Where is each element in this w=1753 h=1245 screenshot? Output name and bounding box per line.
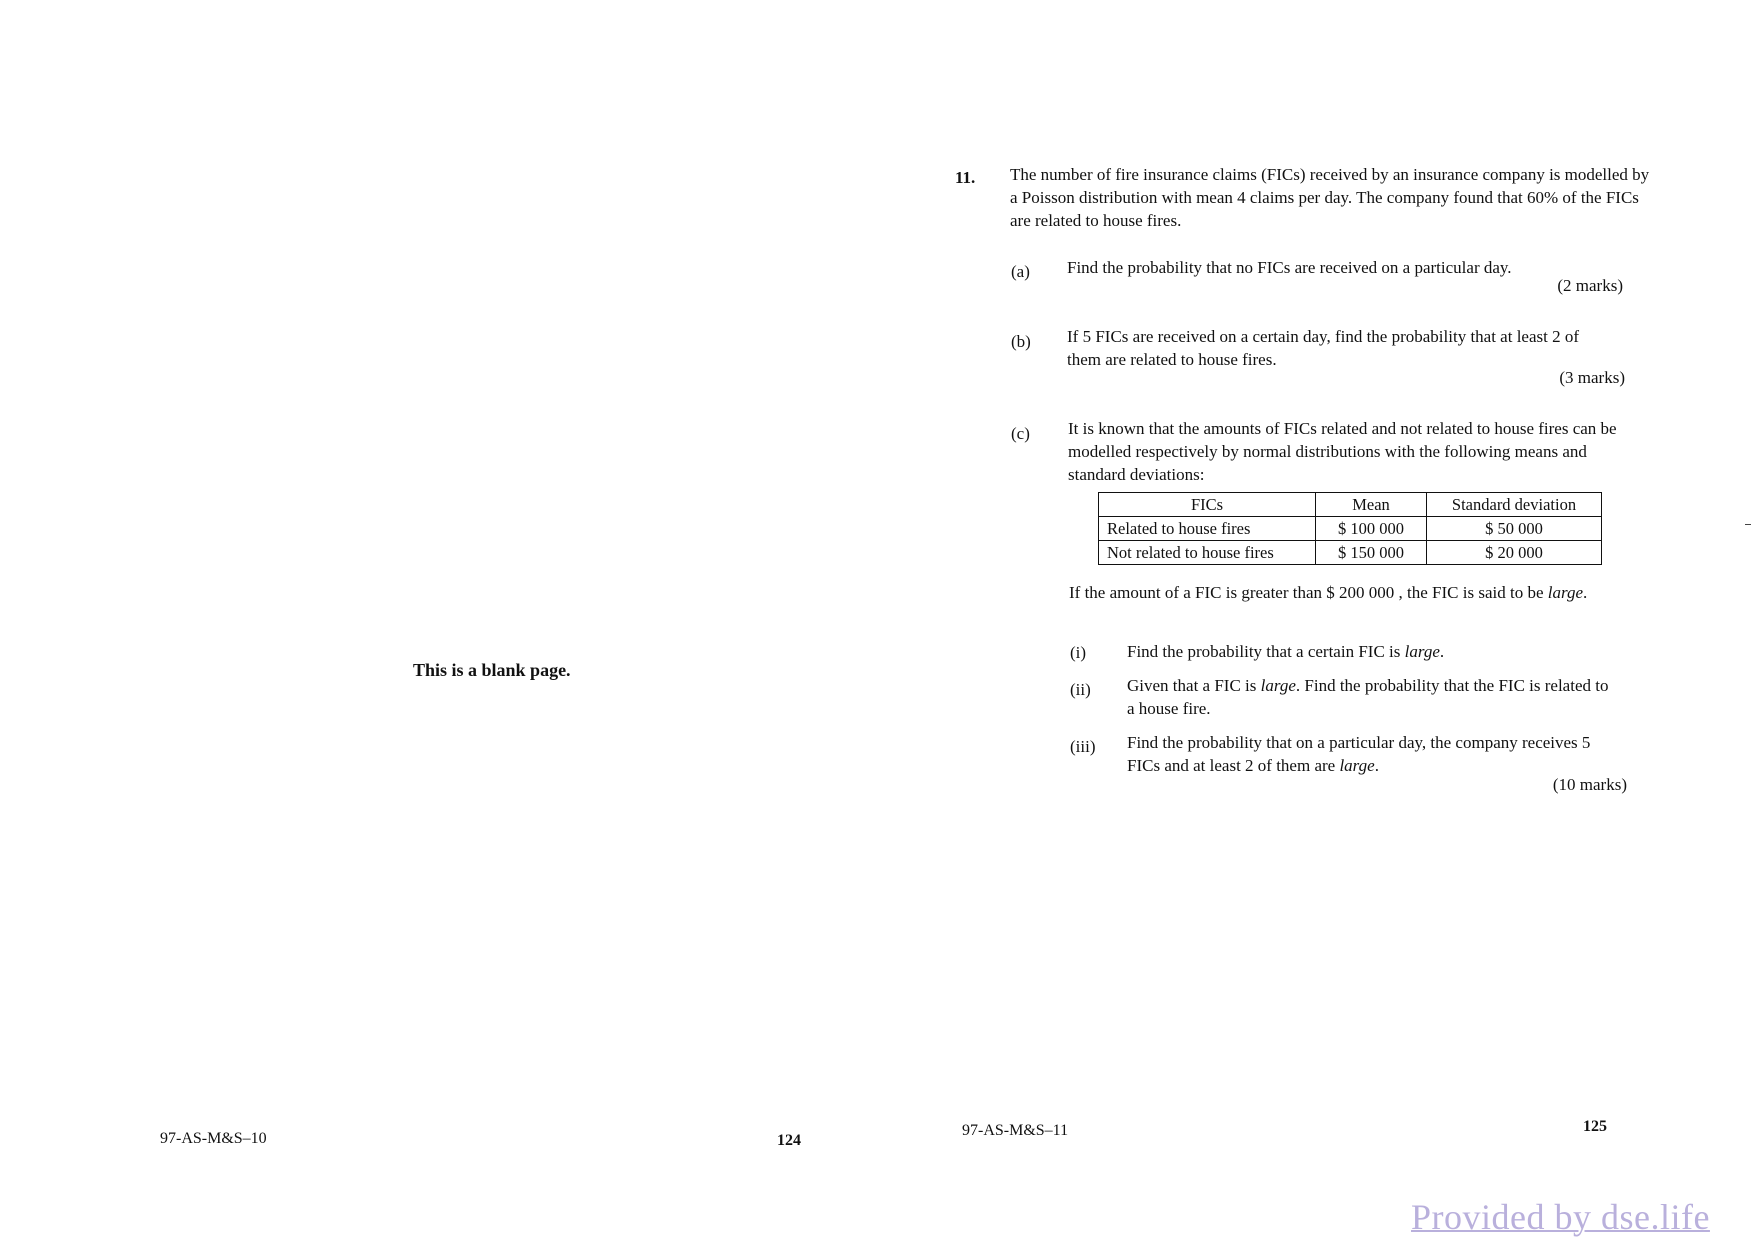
right-page-number: 125 bbox=[1583, 1118, 1607, 1135]
part-b-marks: (3 marks) bbox=[1559, 368, 1625, 387]
part-b-label: (b) bbox=[1011, 332, 1031, 351]
subpart-iii-term: large bbox=[1339, 756, 1375, 775]
subpart-iii-text-after: . bbox=[1374, 756, 1379, 775]
period: . bbox=[1583, 583, 1588, 602]
table-row bbox=[1099, 517, 1602, 541]
large-term: large bbox=[1547, 583, 1584, 602]
part-a-text: Find the probability that no FICs are received on a particular day. bbox=[1067, 258, 1512, 277]
subpart-i-term: large bbox=[1404, 642, 1440, 661]
part-a-label: (a) bbox=[1011, 262, 1030, 281]
table-row bbox=[1099, 541, 1602, 565]
question-number: 11. bbox=[955, 168, 976, 187]
part-b-text: If 5 FICs are received on a certain day, find the probability that at least 2 of them are related to house fires. bbox=[1067, 327, 1580, 369]
table-cell: $ 150 000 bbox=[1316, 541, 1427, 565]
large-definition-text: If the amount of a FIC is greater than $ 200 000 , the FIC is said to be bbox=[1069, 583, 1544, 602]
subpart-iii-text bbox=[1127, 731, 1597, 777]
watermark-link[interactable]: Provided by dse.life bbox=[1411, 1197, 1710, 1237]
subpart-i-label: (i) bbox=[1070, 643, 1087, 662]
table-header-cell: FICs bbox=[1099, 493, 1316, 517]
subpart-i-text-after: . bbox=[1439, 642, 1445, 661]
subpart-ii-label: (ii) bbox=[1070, 680, 1091, 699]
part-c-text: It is known that the amounts of FICs related and not related to house fires can be modelled respectively by normal distributions with the following means and standard deviations: bbox=[1068, 419, 1617, 484]
question-stem: The number of fire insurance claims (FICs) received by an insurance company is modelled by a Poisson distribution with mean 4 claims per day. The company found that 60% of the FICs are related to house fires. bbox=[1010, 165, 1650, 230]
table-cell: $ 20 000 bbox=[1427, 541, 1602, 565]
subpart-ii-text bbox=[1127, 674, 1617, 720]
blank-page-note: This is a blank page. bbox=[413, 660, 571, 680]
subpart-iii-label: (iii) bbox=[1070, 737, 1096, 756]
part-a-marks: (2 marks) bbox=[1557, 276, 1623, 295]
table-cell: $ 100 000 bbox=[1316, 517, 1427, 541]
table-header-cell: Mean bbox=[1316, 493, 1427, 517]
subpart-ii-term: large bbox=[1260, 676, 1296, 695]
part-c-label: (c) bbox=[1011, 424, 1030, 443]
left-page-number: 124 bbox=[777, 1132, 801, 1149]
large-definition bbox=[1069, 581, 1629, 604]
table-cell: Not related to house fires bbox=[1099, 541, 1316, 565]
table-header-row bbox=[1099, 493, 1602, 517]
left-footer-code: 97-AS-M&S–10 bbox=[160, 1130, 267, 1147]
table-cell: Related to house fires bbox=[1099, 517, 1316, 541]
fic-distribution-table bbox=[1098, 492, 1602, 565]
subpart-i-text bbox=[1127, 640, 1617, 663]
table-cell: $ 50 000 bbox=[1427, 517, 1602, 541]
part-c-marks: (10 marks) bbox=[1552, 775, 1627, 794]
subpart-i-text-before: Find the probability that a certain FIC is bbox=[1127, 642, 1401, 661]
subpart-ii-text-after: . Find the probability that the FIC is related to a house fire. bbox=[1127, 676, 1609, 718]
subpart-ii-text-before: Given that a FIC is bbox=[1127, 676, 1257, 695]
right-footer-code: 97-AS-M&S–11 bbox=[962, 1122, 1069, 1139]
subpart-iii-text-before: Find the probability that on a particular day, the company receives 5 FICs and at least 2 of them are bbox=[1127, 733, 1591, 775]
table-header-cell: Standard deviation bbox=[1427, 493, 1602, 517]
scan-mark bbox=[1745, 524, 1751, 525]
